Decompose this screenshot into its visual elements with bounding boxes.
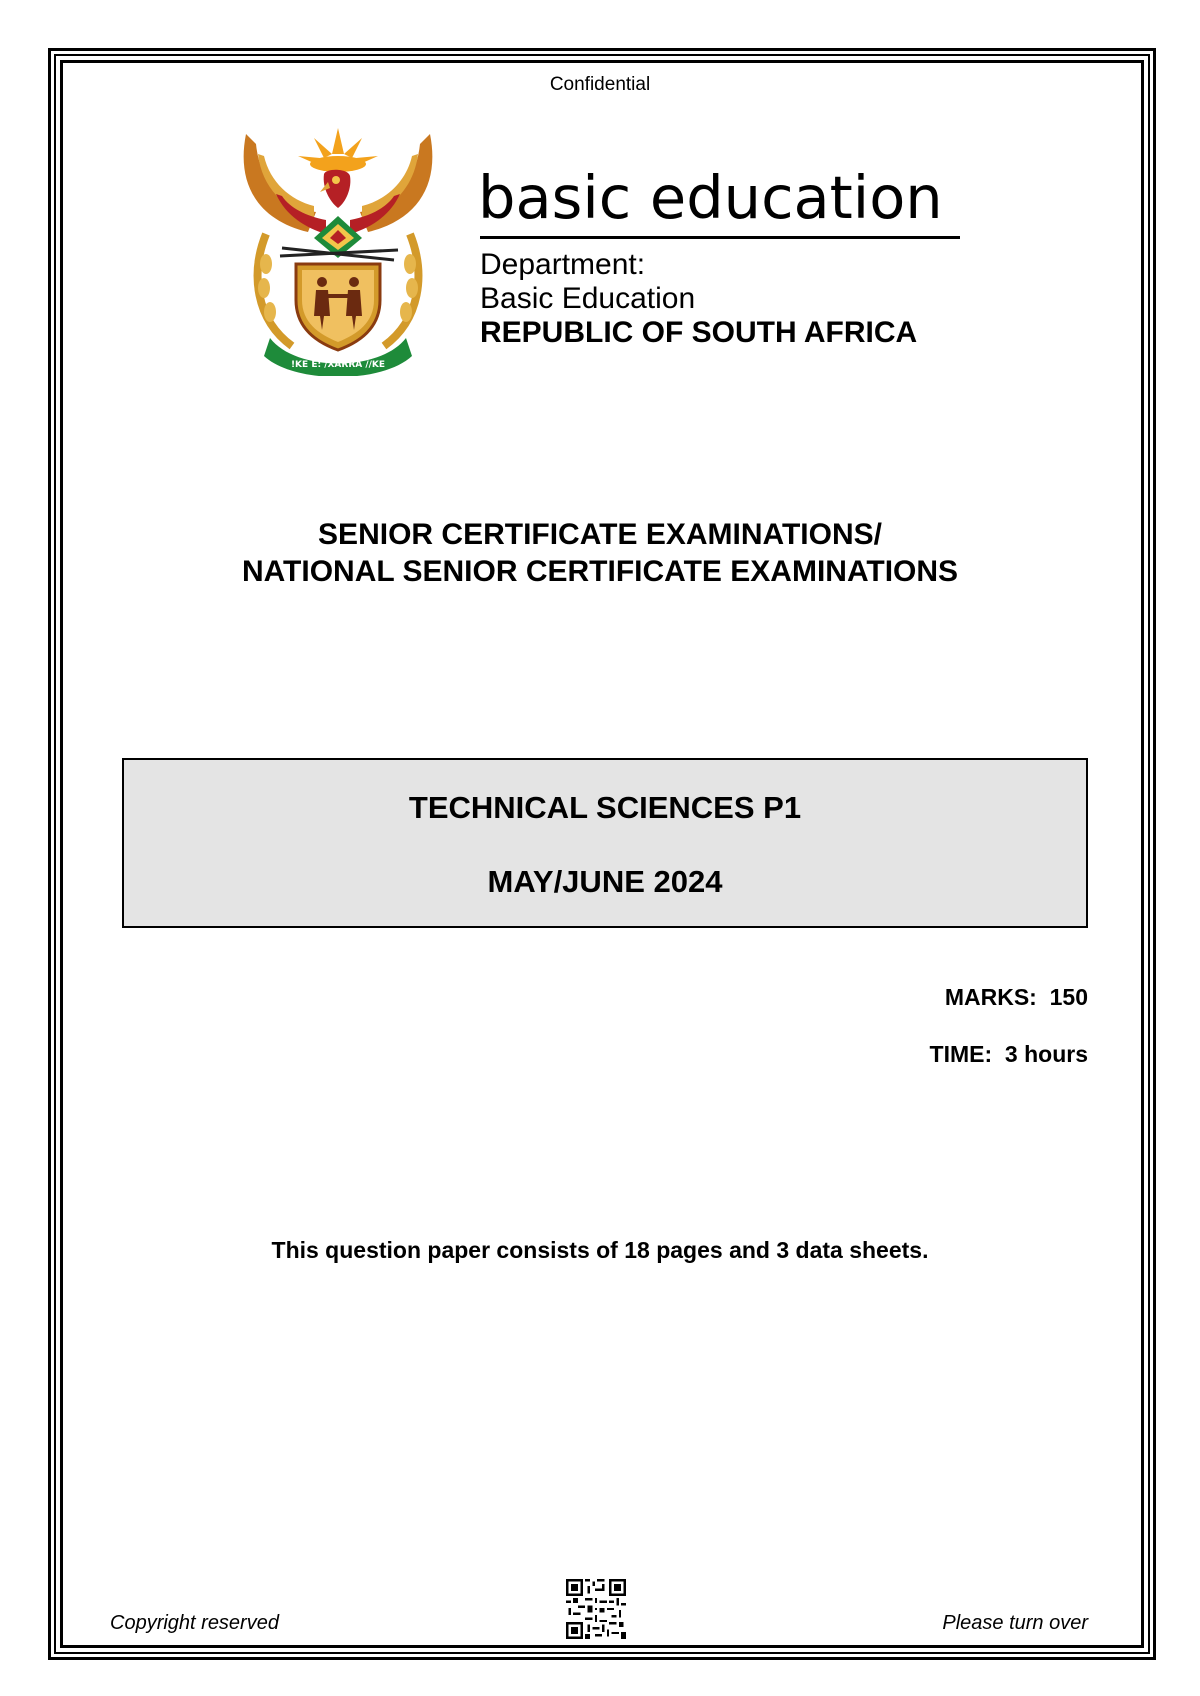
country-name: REPUBLIC OF SOUTH AFRICA [480,316,918,349]
page-count-note: This question paper consists of 18 pages and 3 data sheets. [271,1237,929,1263]
qr-code-icon [566,1579,626,1639]
turn-over-footer: Please turn over [942,1612,1088,1634]
department-label: Department: [480,248,646,281]
copyright-footer: Copyright reserved [110,1612,279,1634]
basic-education-wordmark: basic education [478,163,943,232]
exam-title-line-1: SENIOR CERTIFICATE EXAMINATIONS/ [318,518,882,551]
confidential-label: Confidential [549,74,651,95]
coat-of-arms-icon [236,124,440,376]
subject-name: TECHNICAL SCIENCES P1 [408,790,802,825]
exam-title-line-2: NATIONAL SENIOR CERTIFICATE EXAMINATIONS [241,555,959,588]
svg-text:!KE E: /XARRA //KE: !KE E: /XARRA //KE [290,360,386,370]
subject-box [122,758,1088,928]
exam-session: MAY/JUNE 2024 [487,864,723,899]
marks-label: MARKS: 150 [944,984,1088,1010]
time-label: TIME: 3 hours [929,1041,1088,1067]
wordmark-underline [480,236,960,239]
department-name: Basic Education [480,282,696,315]
